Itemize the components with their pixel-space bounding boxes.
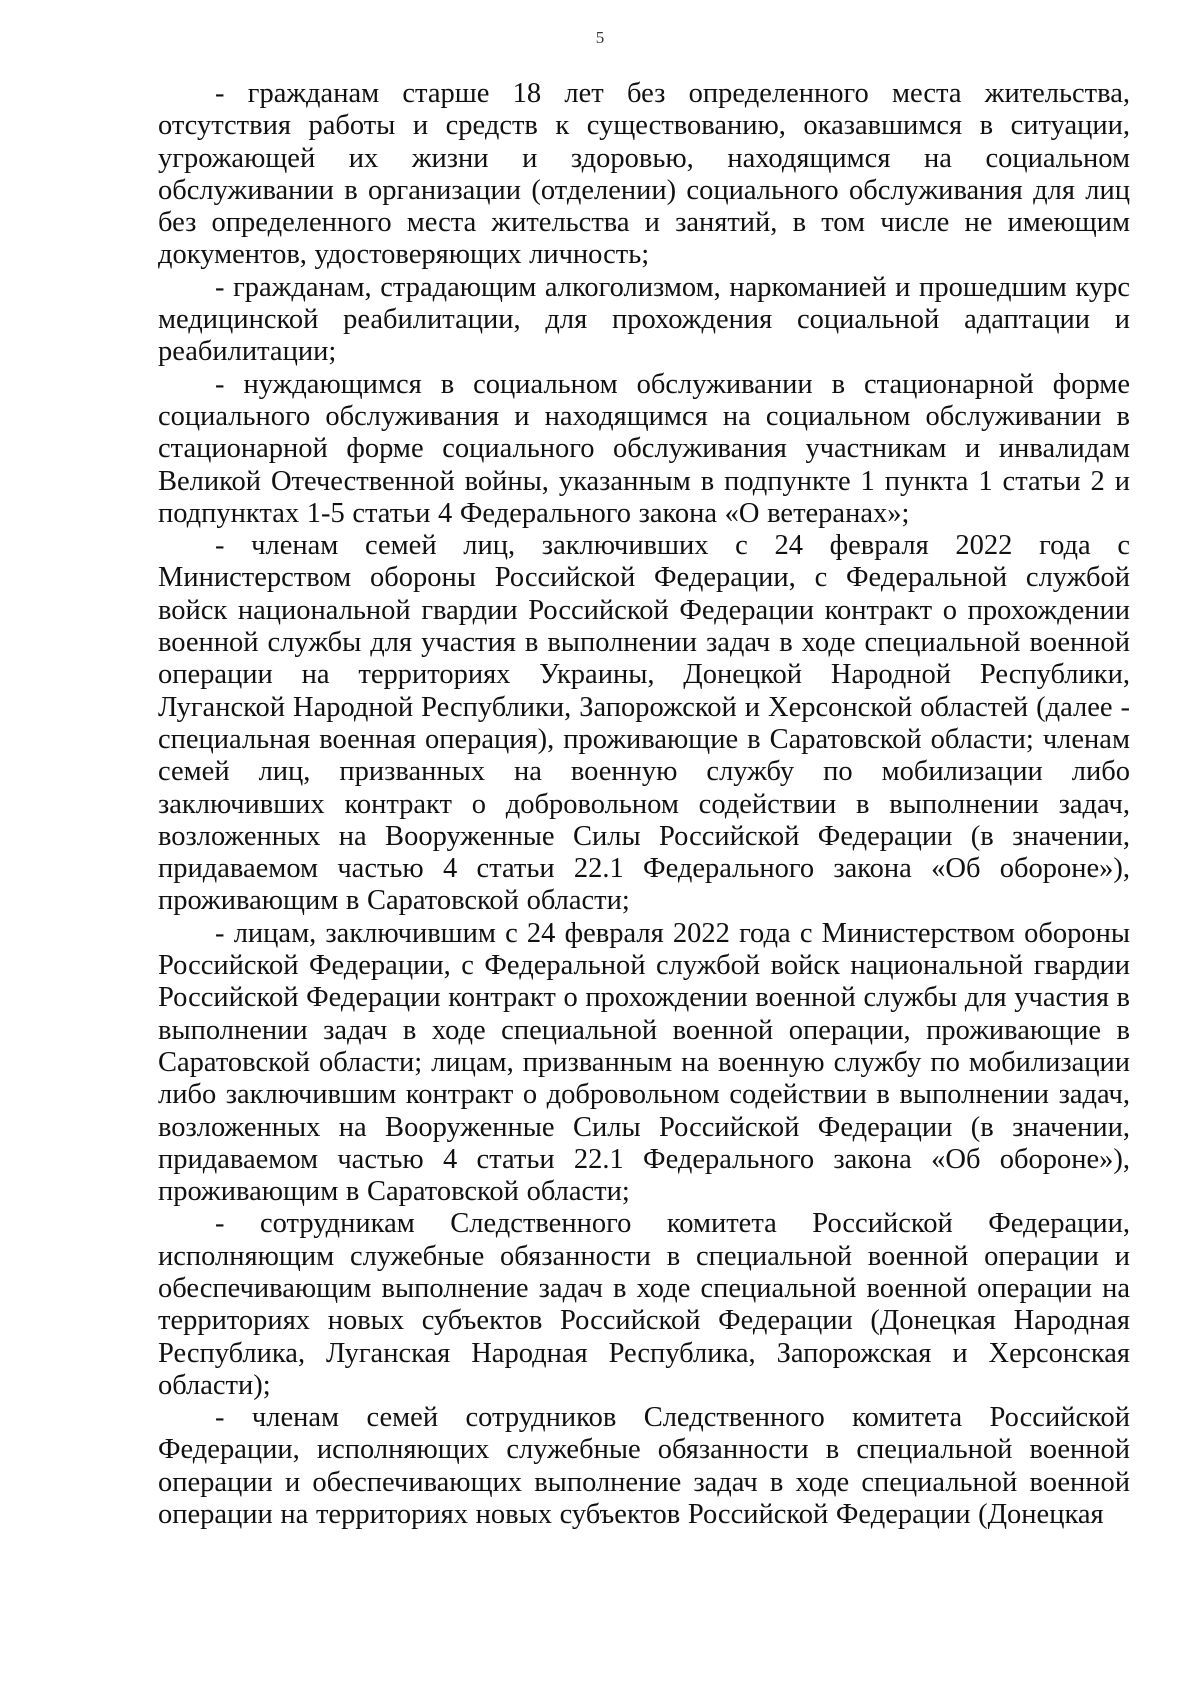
paragraph-war-veterans: - нуждающимся в социальном обслуживании в стационарной форме социального обслуживания и находящимся на социальном обслуживании в стационарной форме социального обслуживания участникам и инвалидам Великой Отечественной войны, указанным в подпункте 1 пункта 1 статьи 2 и подпунктах 1-5 статьи 4 Федерального закона «О ветеранах»; <box>158 368 1130 529</box>
paragraph-rehabilitation-citizens: - гражданам, страдающим алкоголизмом, наркоманией и прошедшим курс медицинской реабилитации, для прохождения социальной адаптации и реабилитации; <box>158 271 1130 368</box>
paragraph-homeless-citizens: - гражданам старше 18 лет без определенного места жительства, отсутствия работы и средств к существованию, оказавшимся в ситуации, угрожающей их жизни и здоровью, находящимся на социальном обслуживании в организации (отделении) социального обслуживания для лиц без определенного места жительства и занятий, в том числе не имеющим документов, удостоверяющих личность; <box>158 78 1130 271</box>
paragraph-family-members-contract: - членам семей лиц, заключивших с 24 февраля 2022 года с Министерством обороны Российской Федерации, с Федеральной службой войск национальной гвардии Российской Федерации контракт о прохождении военной службы для участия в выполнении задач в ходе специальной военной операции на территориях Украины, Донецкой Народной Республики, Луганской Народной Республики, Запорожской и Херсонской областей (далее - специальная военная операция), проживающие в Саратовской области; членам семей лиц, призванных на военную службу по мобилизации либо заключивших контракт о добровольном содействии в выполнении задач, возложенных на Вооруженные Силы Российской Федерации (в значении, придаваемом частью 4 статьи 22.1 Федерального закона «Об обороне»), проживающим в Саратовской области; <box>158 530 1130 917</box>
paragraph-contract-persons: - лицам, заключившим с 24 февраля 2022 года с Министерством обороны Российской Федерации, с Федеральной службой войск национальной гвардии Российской Федерации контракт о прохождении военной службы для участия в выполнении задач в ходе специальной военной операции, проживающие в Саратовской области; лицам, призванным на военную службу по мобилизации либо заключившим контракт о добровольном содействии в выполнении задач, возложенных на Вооруженные Силы Российской Федерации (в значении, придаваемом частью 4 статьи 22.1 Федерального закона «Об обороне»), проживающим в Саратовской области; <box>158 917 1131 1208</box>
document-body <box>158 78 1130 1531</box>
page-number: 5 <box>595 28 605 47</box>
paragraph-investigative-committee-families: - членам семей сотрудников Следственного комитета Российской Федерации, исполняющих служебные обязанности в специальной военной операции и обеспечивающих выполнение задач в ходе специальной военной операции на территориях новых субъектов Российской Федерации (Донецкая <box>158 1402 1130 1531</box>
paragraph-investigative-committee-staff: - сотрудникам Следственного комитета Российской Федерации, исполняющим служебные обязанности в специальной военной операции и обеспечивающим выполнение задач в ходе специальной военной операции на территориях новых субъектов Российской Федерации (Донецкая Народная Республика, Луганская Народная Республика, Запорожская и Херсонская области); <box>158 1208 1130 1401</box>
